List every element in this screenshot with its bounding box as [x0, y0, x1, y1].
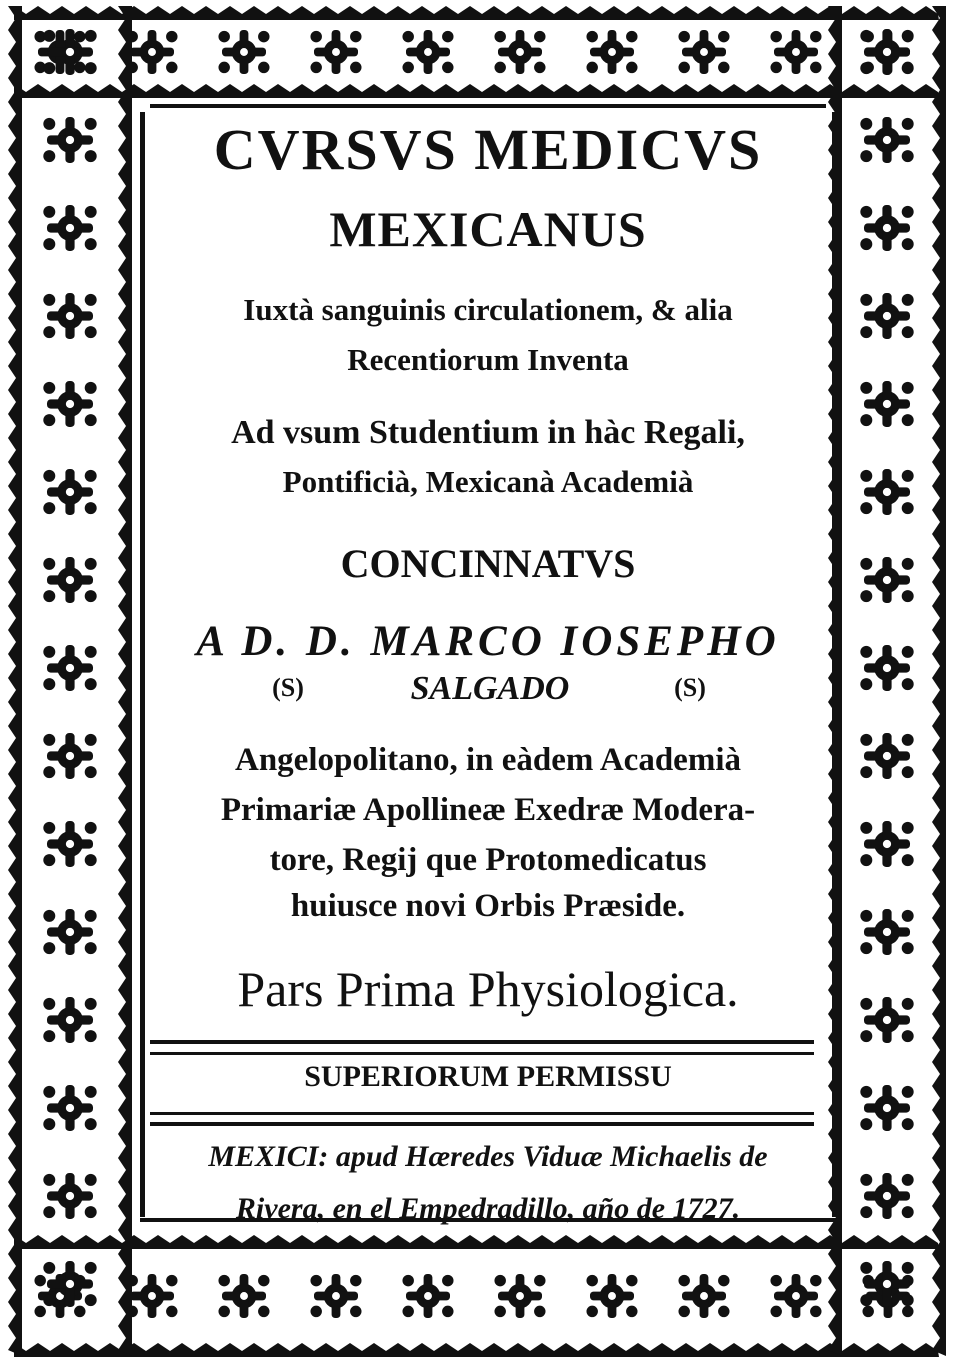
title-line-2: MEXICANUS [329, 201, 647, 257]
purpose-line-1: Ad vsum Studentium in hàc Regali, [231, 414, 745, 451]
part-heading: Pars Prima Physiologica. [237, 961, 739, 1017]
description-line-3: tore, Regij que Protomedicatus [269, 842, 707, 878]
subtitle-line-1: Iuxtà sanguinis circulationem, & alia [243, 292, 733, 327]
title-line-1: CVRSVS MEDICVS [213, 117, 763, 182]
author-mark-right: (S) [674, 673, 706, 702]
right-ornamental-border [828, 6, 946, 1356]
frame-top-rule [150, 104, 826, 108]
divider-rule-4 [150, 1122, 814, 1126]
divider-rule-3 [150, 1112, 814, 1115]
description-line-1: Angelopolitano, in eàdem Academià [234, 742, 741, 778]
concinnatus-heading: CONCINNATVS [340, 541, 636, 586]
top-ornamental-border [14, 6, 939, 98]
author-surname: SALGADO [410, 670, 570, 707]
subtitle-line-2: Recentiorum Inventa [347, 342, 629, 377]
author-mark-left: (S) [272, 673, 304, 702]
description-line-4: huiusce novi Orbis Præside. [290, 888, 686, 924]
permission-line: SUPERIORUM PERMISSU [304, 1060, 672, 1093]
divider-rule-2 [150, 1052, 814, 1055]
imprint-line-2: Rivera, en el Empedradillo, año de 1727. [235, 1192, 741, 1225]
left-ornamental-border [8, 6, 132, 1356]
imprint-line-1: MEXICI: apud Hæredes Viduæ Michaelis de [208, 1140, 768, 1173]
bottom-ornamental-border [14, 1235, 939, 1357]
frame-right-rule [832, 112, 837, 1217]
description-line-2: Primariæ Apollineæ Exedræ Modera- [220, 792, 756, 828]
purpose-line-2: Pontificià, Mexicanà Academià [282, 464, 694, 499]
frame-left-rule [140, 112, 145, 1217]
divider-rule-1 [150, 1040, 814, 1044]
author-line: A D. D. MARCO IOSEPHO [196, 618, 780, 665]
